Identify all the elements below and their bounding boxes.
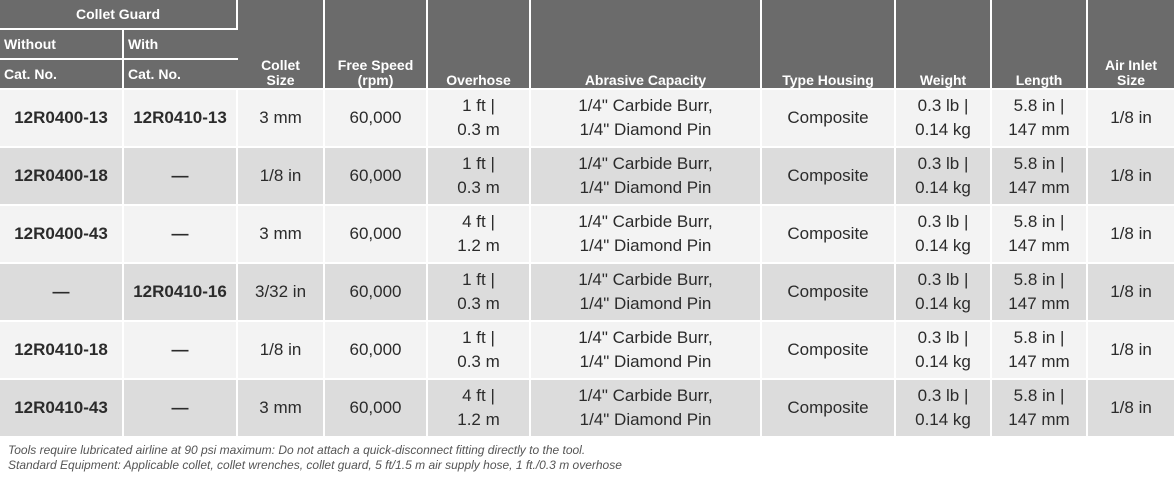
header-collet-size-line2: Size [266, 72, 295, 88]
cell-collet-size: 1/8 in [238, 322, 325, 380]
cell-type-housing: Composite [762, 148, 896, 206]
cell-cat-no-without: 12R0410-43 [0, 380, 124, 438]
cell-collet-size: 3 mm [238, 380, 325, 438]
cell-length [992, 148, 1088, 206]
header-air-inlet-line2: Size [1117, 72, 1146, 88]
cell-weight-line: 0.14 kg [915, 236, 971, 255]
cell-length-line: 5.8 in | [1013, 96, 1065, 115]
cell-overhose-line: 1.2 m [457, 236, 500, 255]
header-overhose: Overhose [428, 0, 531, 90]
table-row [0, 148, 1174, 206]
cell-overhose-line: 1 ft | [462, 154, 495, 173]
cell-length-line: 147 mm [1008, 410, 1070, 429]
cell-abrasive-capacity-line: 1/4" Diamond Pin [579, 294, 712, 313]
cell-abrasive-capacity-line: 1/4" Carbide Burr, [578, 96, 713, 115]
cell-abrasive-capacity [531, 322, 762, 380]
cell-cat-no-without: 12R0410-18 [0, 322, 124, 380]
cell-air-inlet: 1/8 in [1088, 380, 1174, 438]
cell-abrasive-capacity [531, 380, 762, 438]
cell-overhose [428, 264, 531, 322]
cell-weight-line: 0.14 kg [915, 294, 971, 313]
cell-cat-no-without: 12R0400-13 [0, 90, 124, 148]
cell-free-speed: 60,000 [325, 206, 428, 264]
header-collet-size-line1: Collet [261, 57, 300, 73]
cell-overhose-line: 0.3 m [457, 178, 500, 197]
header-free-speed-line1: Free Speed [337, 57, 414, 73]
cell-abrasive-capacity [531, 264, 762, 322]
header-length: Length [992, 0, 1088, 90]
cell-free-speed: 60,000 [325, 148, 428, 206]
header-free-speed [325, 0, 428, 90]
cell-weight-line: 0.14 kg [915, 178, 971, 197]
cell-abrasive-capacity [531, 148, 762, 206]
cell-length-line: 147 mm [1008, 352, 1070, 371]
footnotes [8, 443, 622, 473]
cell-weight [896, 380, 992, 438]
cell-length-line: 5.8 in | [1013, 386, 1065, 405]
table-row [0, 380, 1174, 438]
cell-length-line: 147 mm [1008, 294, 1070, 313]
cell-weight [896, 206, 992, 264]
footnote-standard-equipment: Standard Equipment: Applicable collet, collet wrenches, collet guard, 5 ft/1.5 m air supply hose, 1 ft./0.3 m overhose [8, 458, 622, 472]
cell-overhose-line: 0.3 m [457, 294, 500, 313]
cell-abrasive-capacity [531, 206, 762, 264]
cell-cat-no-with: — [124, 148, 238, 206]
cell-free-speed: 60,000 [325, 322, 428, 380]
cell-type-housing: Composite [762, 90, 896, 148]
table-row [0, 264, 1174, 322]
cell-free-speed: 60,000 [325, 264, 428, 322]
cell-length-line: 5.8 in | [1013, 328, 1065, 347]
cell-collet-size: 3/32 in [238, 264, 325, 322]
cell-air-inlet: 1/8 in [1088, 148, 1174, 206]
cell-air-inlet: 1/8 in [1088, 90, 1174, 148]
spec-table-body [0, 90, 1174, 438]
cell-length [992, 322, 1088, 380]
cell-cat-no-with: — [124, 206, 238, 264]
cell-weight [896, 264, 992, 322]
cell-weight-line: 0.3 lb | [917, 270, 969, 289]
header-without: Without [0, 30, 124, 60]
cell-weight-line: 0.3 lb | [917, 154, 969, 173]
cell-free-speed: 60,000 [325, 380, 428, 438]
cell-weight-line: 0.14 kg [915, 120, 971, 139]
cell-overhose-line: 1 ft | [462, 96, 495, 115]
header-air-inlet-line1: Air Inlet [1104, 57, 1158, 73]
footnote-airline: Tools require lubricated airline at 90 psi maximum: Do not attach a quick-disconnect fitting directly to the tool. [8, 443, 586, 457]
cell-cat-no-with: 12R0410-16 [124, 264, 238, 322]
cell-length-line: 147 mm [1008, 120, 1070, 139]
cell-cat-no-without: 12R0400-43 [0, 206, 124, 264]
cell-overhose-line: 0.3 m [457, 352, 500, 371]
cell-collet-size: 3 mm [238, 206, 325, 264]
cell-length-line: 5.8 in | [1013, 212, 1065, 231]
cell-length [992, 90, 1088, 148]
header-collet-size [238, 0, 325, 90]
cell-weight-line: 0.3 lb | [917, 96, 969, 115]
table-row [0, 322, 1174, 380]
cell-overhose-line: 1 ft | [462, 328, 495, 347]
cell-cat-no-with: 12R0410-13 [124, 90, 238, 148]
header-type-housing: Type Housing [762, 0, 896, 90]
cell-length-line: 147 mm [1008, 178, 1070, 197]
cell-collet-size: 1/8 in [238, 148, 325, 206]
header-free-speed-line2: (rpm) [357, 72, 394, 88]
header-air-inlet [1088, 0, 1174, 90]
cell-air-inlet: 1/8 in [1088, 322, 1174, 380]
cell-cat-no-with: — [124, 322, 238, 380]
cell-overhose-line: 1 ft | [462, 270, 495, 289]
cell-type-housing: Composite [762, 322, 896, 380]
cell-abrasive-capacity-line: 1/4" Carbide Burr, [578, 212, 713, 231]
cell-abrasive-capacity-line: 1/4" Carbide Burr, [578, 328, 713, 347]
cell-overhose [428, 380, 531, 438]
cell-length [992, 264, 1088, 322]
cell-weight-line: 0.3 lb | [917, 386, 969, 405]
header-cat-no-without: Cat. No. [0, 60, 124, 90]
header-cat-no-with: Cat. No. [124, 60, 238, 90]
cell-length-line: 5.8 in | [1013, 270, 1065, 289]
cell-abrasive-capacity-line: 1/4" Diamond Pin [579, 410, 712, 429]
cell-free-speed: 60,000 [325, 90, 428, 148]
cell-overhose-line: 4 ft | [462, 386, 495, 405]
cell-weight-line: 0.14 kg [915, 352, 971, 371]
cell-overhose-line: 0.3 m [457, 120, 500, 139]
cell-collet-size: 3 mm [238, 90, 325, 148]
cell-type-housing: Composite [762, 380, 896, 438]
cell-cat-no-without: — [0, 264, 124, 322]
cell-air-inlet: 1/8 in [1088, 206, 1174, 264]
cell-air-inlet: 1/8 in [1088, 264, 1174, 322]
cell-cat-no-without: 12R0400-18 [0, 148, 124, 206]
cell-weight-line: 0.3 lb | [917, 212, 969, 231]
cell-overhose [428, 90, 531, 148]
cell-overhose [428, 206, 531, 264]
cell-overhose-line: 4 ft | [462, 212, 495, 231]
cell-length-line: 5.8 in | [1013, 154, 1065, 173]
cell-weight [896, 322, 992, 380]
cell-abrasive-capacity-line: 1/4" Diamond Pin [579, 178, 712, 197]
cell-abrasive-capacity-line: 1/4" Diamond Pin [579, 352, 712, 371]
cell-length [992, 380, 1088, 438]
cell-abrasive-capacity-line: 1/4" Carbide Burr, [578, 270, 713, 289]
cell-abrasive-capacity [531, 90, 762, 148]
cell-cat-no-with: — [124, 380, 238, 438]
cell-abrasive-capacity-line: 1/4" Carbide Burr, [578, 154, 713, 173]
cell-weight [896, 148, 992, 206]
cell-overhose-line: 1.2 m [457, 410, 500, 429]
cell-length [992, 206, 1088, 264]
header-weight: Weight [896, 0, 992, 90]
header-collet-guard: Collet Guard [0, 0, 238, 30]
cell-weight-line: 0.14 kg [915, 410, 971, 429]
header-abrasive-capacity: Abrasive Capacity [531, 0, 762, 90]
table-row [0, 206, 1174, 264]
cell-weight [896, 90, 992, 148]
cell-type-housing: Composite [762, 206, 896, 264]
cell-abrasive-capacity-line: 1/4" Diamond Pin [579, 236, 712, 255]
table-row [0, 90, 1174, 148]
cell-overhose [428, 148, 531, 206]
cell-overhose [428, 322, 531, 380]
cell-weight-line: 0.3 lb | [917, 328, 969, 347]
cell-length-line: 147 mm [1008, 236, 1070, 255]
cell-abrasive-capacity-line: 1/4" Diamond Pin [579, 120, 712, 139]
cell-abrasive-capacity-line: 1/4" Carbide Burr, [578, 386, 713, 405]
header-with: With [124, 30, 238, 60]
cell-type-housing: Composite [762, 264, 896, 322]
